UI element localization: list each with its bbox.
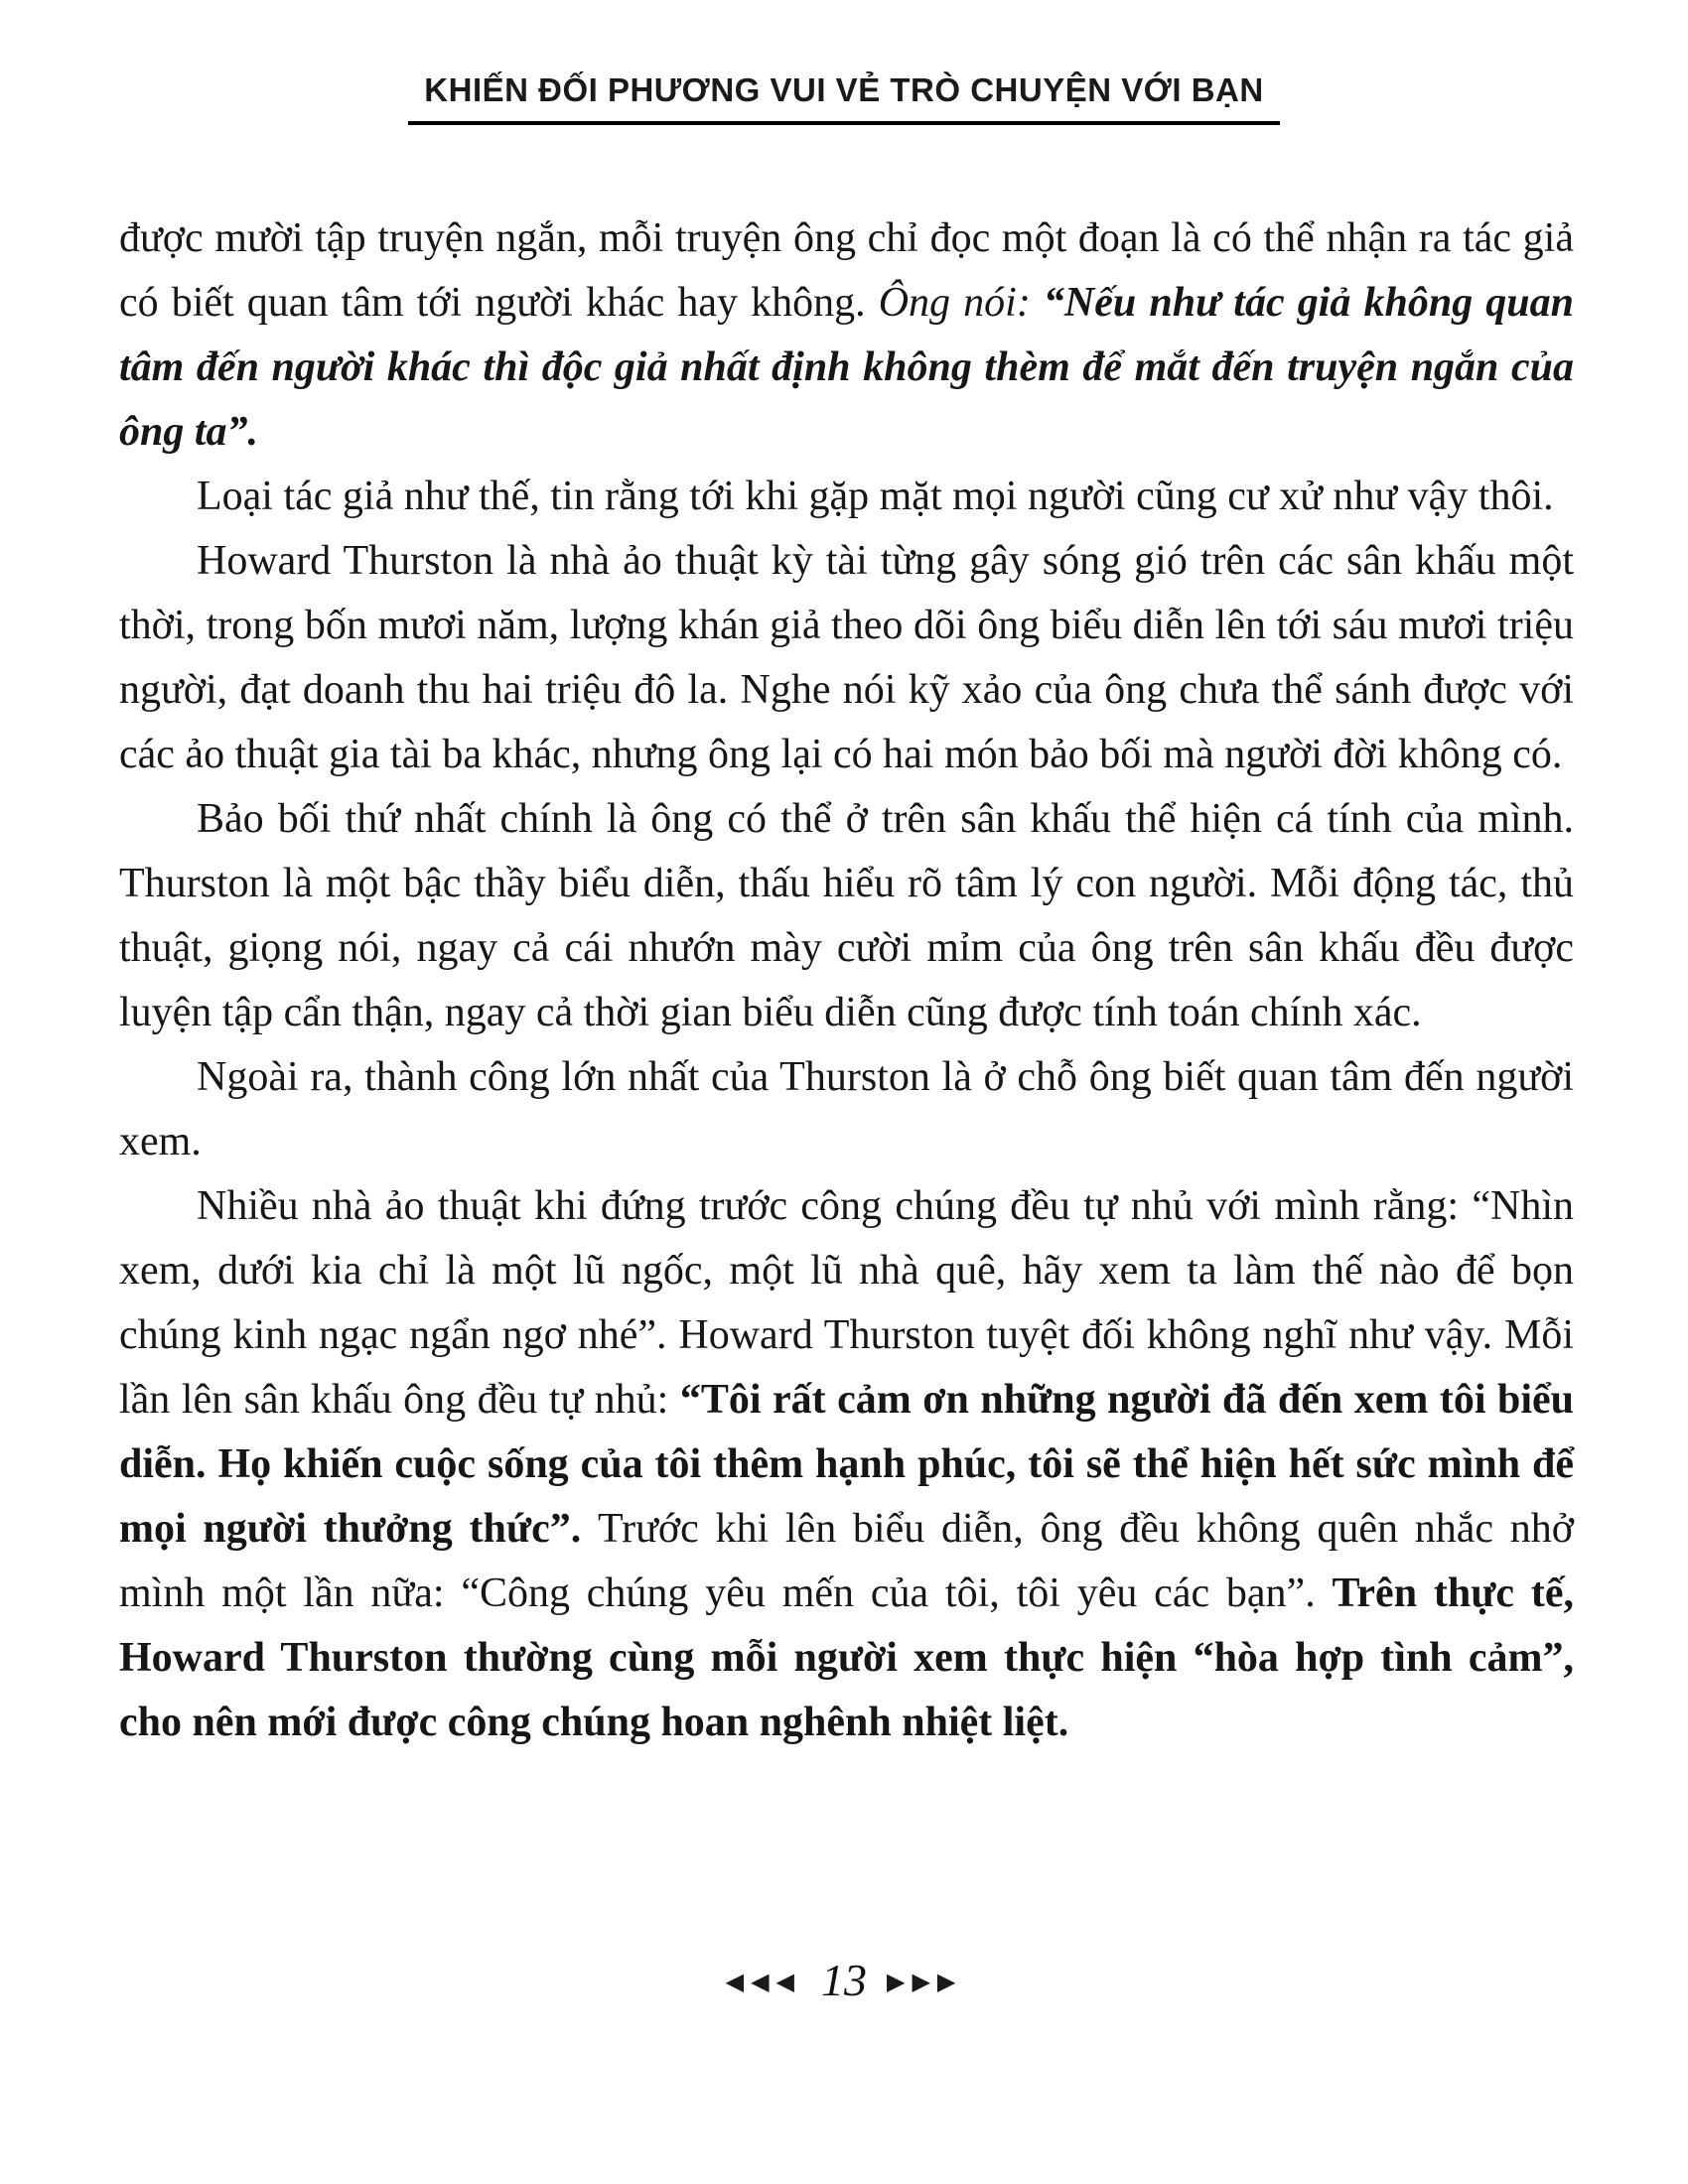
prev-page-arrows-icon: ◀◀◀ [725,1968,801,1995]
paragraph [119,529,1574,787]
page-body-text [119,206,1574,1755]
paragraph [119,1174,1574,1755]
running-header [0,71,1688,125]
page-footer [0,1954,1688,2006]
quote-segment-bold-italic: “Nếu như tác giả không quan tâm đến người khác thì độc giả nhất định không thèm để mắt đến truyện ngắn của ông ta”. [119,280,1575,455]
text-segment: Howard Thurston là nhà ảo thuật kỳ tài từng gây sóng gió trên các sân khấu một thời, trong bốn mươi năm, lượng khán giả theo dõi ông biểu diễn lên tới sáu mươi triệu người, đạt doanh thu hai triệu đô la. Nghe nói kỹ xảo của ông chưa thể sánh được với các ảo thuật gia tài ba khác, nhưng ông lại có hai món bảo bối mà người đời không có. [119,538,1574,777]
quote-segment-bold: “Tôi rất cảm ơn những người đã đến xem tôi biểu diễn. Họ khiến cuộc sống của tôi thêm hạnh phúc, tôi sẽ thể hiện hết sức mình để mọi người thưởng thức”. [119,1377,1574,1552]
text-segment: Loại tác giả như thế, tin rằng tới khi gặp mặt mọi người cũng cư xử như vậy thôi. [197,474,1554,519]
text-segment: Nhiều nhà ảo thuật khi đứng trước công chúng đều tự nhủ với mình rằng: “Nhìn xem, dưới kia chỉ là một lũ ngốc, một lũ nhà quê, hãy xem ta làm thế nào để bọn chúng kinh ngạc ngẩn ngơ nhé”. Howard Thurston tuyệt đối không nghĩ như vậy. Mỗi lần lên sân khấu ông đều tự nhủ: [119,1183,1574,1423]
text-segment: được mười tập truyện ngắn, mỗi truyện ông chỉ đọc một đoạn là có thể nhận ra tác giả có biết quan tâm tới người khác hay không. [119,215,1574,326]
paragraph [119,206,1574,465]
running-header-title: KHIẾN ĐỐI PHƯƠNG VUI VẺ TRÒ CHUYỆN VỚI BẠN [408,71,1279,125]
text-segment: Bảo bối thứ nhất chính là ông có thể ở trên sân khấu thể hiện cá tính của mình. Thurston là một bậc thầy biểu diễn, thấu hiểu rõ tâm lý con người. Mỗi động tác, thủ thuật, giọng nói, ngay cả cái nhướn mày cười mỉm của ông trên sân khấu đều được luyện tập cẩn thận, ngay cả thời gian biểu diễn cũng được tính toán chính xác. [119,796,1574,1035]
text-segment: Ngoài ra, thành công lớn nhất của Thurston là ở chỗ ông biết quan tâm đến người xem. [119,1054,1574,1164]
paragraph [119,465,1574,529]
next-page-arrows-icon: ▶▶▶ [887,1968,963,1995]
text-segment-bold: Trên thực tế, Howard Thurston thường cùng mỗi người xem thực hiện “hòa hợp tình cảm”, cho nên mới được công chúng hoan nghênh nhiệt liệt. [119,1570,1574,1745]
text-segment: Trước khi lên biểu diễn, ông đều không quên nhắc nhở mình một lần nữa: “Công chúng yêu mến của tôi, tôi yêu các bạn”. [119,1506,1574,1616]
page-number: 13 [821,1955,867,2005]
paragraph [119,787,1574,1045]
text-segment-italic: Ông nói: [878,280,1044,326]
paragraph [119,1045,1574,1174]
